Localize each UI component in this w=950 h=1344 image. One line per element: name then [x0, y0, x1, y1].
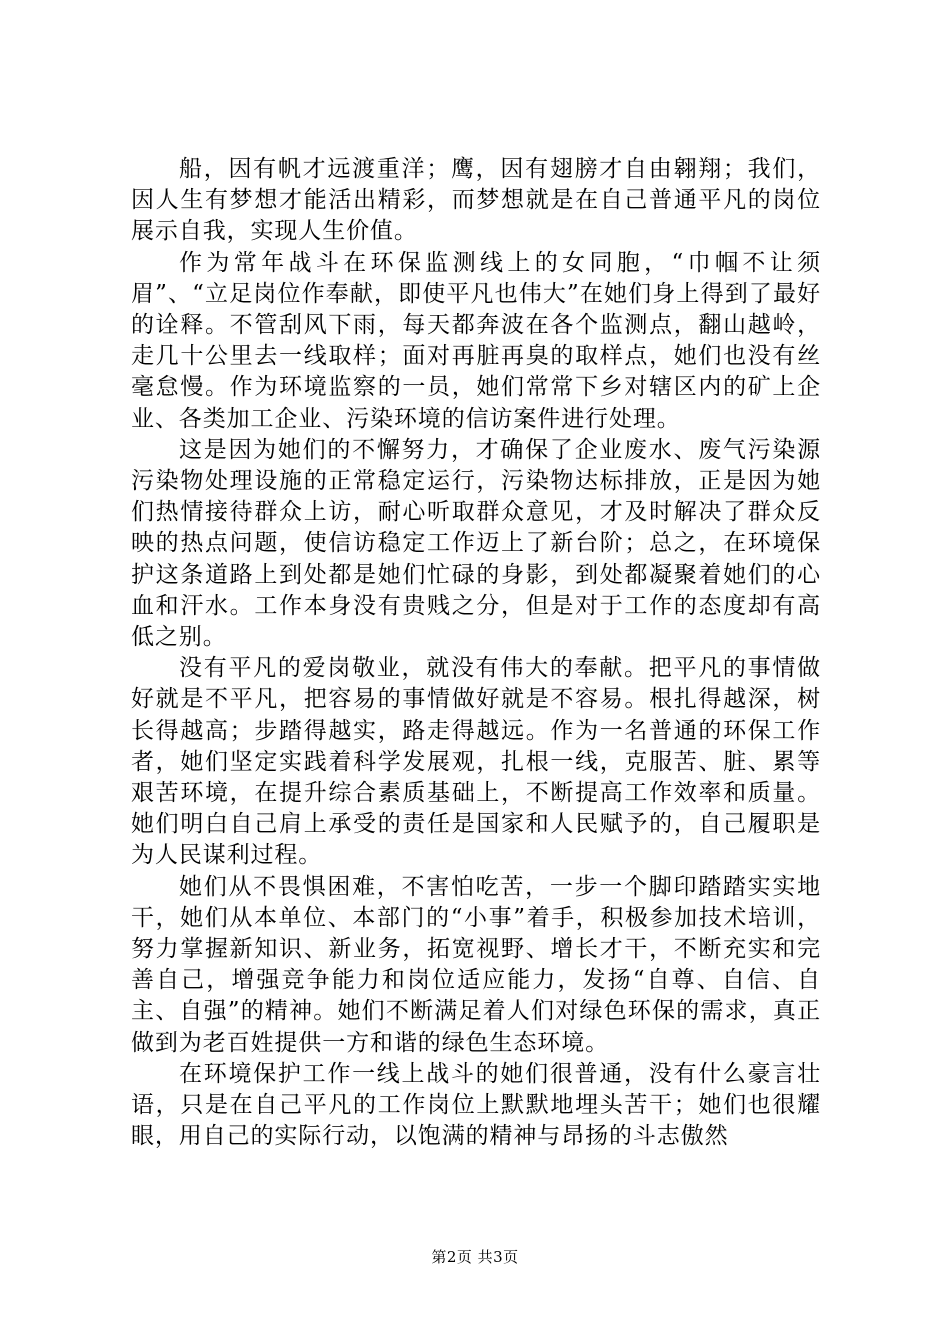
paragraph-5: 她们从不畏惧困难，不害怕吃苦，一步一个脚印踏踏实实地干，她们从本单位、本部门的“小事”着手，积极参加技术培训，努力掌握新知识、新业务，拓宽视野、增长才干，不断充实和完善自己，增强竞争能力和岗位适应能力，发扬“自尊、自信、自主、自强”的精神。她们不断满足着人们对绿色环保的需求，真正做到为老百姓提供一方和谐的绿色生态环境。 [131, 873, 821, 1056]
paragraph-3: 这是因为她们的不懈努力，才确保了企业废水、废气污染源污染物处理设施的正常稳定运行，污染物达标排放，正是因为她们热情接待群众上访，耐心听取群众意见，才及时解决了群众反映的热点问题，使信访稳定工作迈上了新台阶；总之，在环境保护这条道路上到处都是她们忙碌的身影，到处都凝聚着她们的心血和汗水。工作本身没有贵贱之分，但是对于工作的态度却有高低之别。 [131, 436, 821, 651]
paragraph-2: 作为常年战斗在环保监测线上的女同胞，“巾帼不让须眉”、“立足岗位作奉献，即使平凡也伟大”在她们身上得到了最好的诠释。不管刮风下雨，每天都奔波在各个监测点，翻山越岭，走几十公里去一线取样；面对再脏再臭的取样点，她们也没有丝毫怠慢。作为环境监察的一员，她们常常下乡对辖区内的矿上企业、各类加工企业、污染环境的信访案件进行处理。 [131, 249, 821, 432]
document-body [131, 154, 821, 1153]
paragraph-6: 在环境保护工作一线上战斗的她们很普通，没有什么豪言壮语，只是在自己平凡的工作岗位上默默地埋头苦干；她们也很耀眼，用自己的实际行动，以饱满的精神与昂扬的斗志傲然 [131, 1060, 821, 1150]
page-footer: 第2页 共3页 [431, 1248, 519, 1266]
paragraph-4: 没有平凡的爱岗敬业，就没有伟大的奉献。把平凡的事情做好就是不平凡，把容易的事情做好就是不容易。根扎得越深，树长得越高；步踏得越实，路走得越远。作为一名普通的环保工作者，她们坚定实践着科学发展观，扎根一线，克服苦、脏、累等艰苦环境，在提升综合素质基础上，不断提高工作效率和质量。她们明白自己肩上承受的责任是国家和人民赋予的，自己履职是为人民谋利过程。 [131, 655, 821, 869]
paragraph-1: 船，因有帆才远渡重洋；鹰，因有翅膀才自由翱翔；我们，因人生有梦想才能活出精彩，而梦想就是在自己普通平凡的岗位展示自我，实现人生价值。 [131, 156, 821, 245]
